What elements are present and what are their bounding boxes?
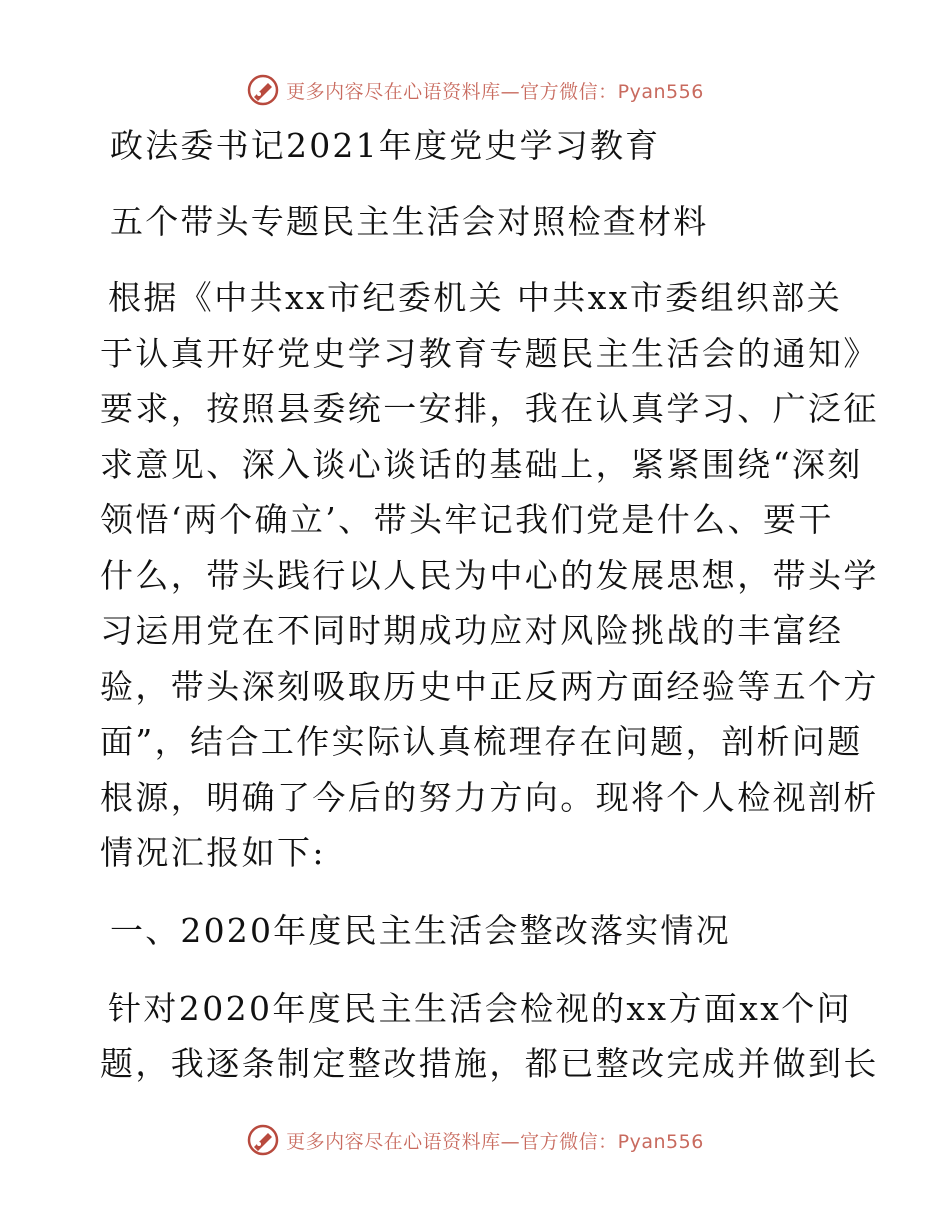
footer-watermark — [0, 1120, 950, 1160]
paragraph-line: 习运用党在不同时期成功应对风险挑战的丰富经 — [100, 611, 844, 650]
paragraph-line: 验，带头深刻吸取历史中正反两方面经验等五个方 — [100, 666, 879, 706]
document-title-line1: 政法委书记2021年度党史学习教育 — [110, 126, 661, 165]
header-watermark — [0, 70, 950, 110]
watermark-text: 更多内容尽在心语资料库—官方微信：Pyan556 — [286, 80, 704, 103]
document-body — [100, 118, 879, 1092]
paragraph-line: 题，我逐条制定整改措施，都已整改完成并做到长 — [100, 1044, 879, 1083]
paragraph-line: 情况汇报如下: — [100, 833, 326, 872]
paragraph-intro — [100, 270, 879, 881]
paragraph-line: 面”，结合工作实际认真梳理存在问题，剖析问题 — [100, 722, 863, 761]
pen-circle-logo-icon — [246, 1123, 280, 1157]
paragraph-line: 什么，带头践行以人民为中心的发展思想，带头学 — [100, 555, 879, 595]
paragraph-section1 — [100, 981, 879, 1092]
paragraph-line: 要求，按照县委统一安排，我在认真学习、广泛征 — [100, 389, 879, 428]
paragraph-line: 领悟‘两个确立’、带头牢记我们党是什么、要干 — [100, 500, 834, 539]
watermark-text: 更多内容尽在心语资料库—官方微信：Pyan556 — [286, 1130, 704, 1153]
paragraph-line: 针对2020年度民主生活会检视的xx方面xx个问 — [108, 988, 853, 1028]
section-heading: 一、2020年度民主生活会整改落实情况 — [110, 910, 731, 950]
paragraph-line: 于认真开好党史学习教育专题民主生活会的通知》 — [100, 333, 879, 373]
paragraph-line: 根源，明确了今后的努力方向。现将个人检视剖析 — [100, 777, 879, 817]
paragraph-line: 根据《中共xx市纪委机关 中共xx市委组织部关 — [108, 278, 843, 317]
pen-circle-logo-icon — [246, 73, 280, 107]
paragraph-line: 求意见、深入谈心谈话的基础上，紧紧围绕“深刻 — [100, 444, 863, 484]
document-title-line2: 五个带头专题民主生活会对照检查材料 — [110, 202, 709, 241]
